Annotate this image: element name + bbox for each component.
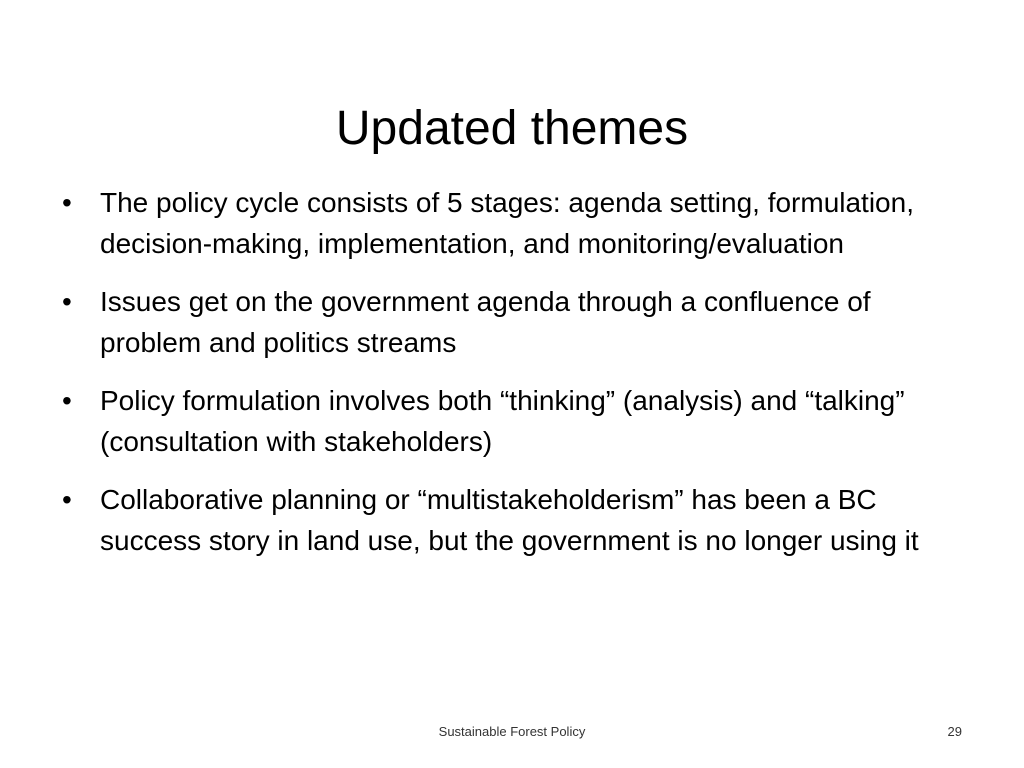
- slide-title: Updated themes: [335, 102, 689, 156]
- bullet-item-policy-cycle: [62, 182, 962, 264]
- bullet-marker: •: [62, 484, 72, 515]
- bullet-marker: •: [62, 187, 72, 218]
- bullet-text: Policy formulation involves both “thinking” (analysis) and “talking” (consultation with stakeholders): [100, 385, 905, 457]
- bullet-text: The policy cycle consists of 5 stages: agenda setting, formulation, decision-making, implementation, and monitoring/evaluation: [100, 187, 914, 259]
- bullet-list: [62, 182, 962, 578]
- page-number: 29: [947, 724, 962, 739]
- bullet-marker: •: [62, 385, 72, 416]
- bullet-text: Collaborative planning or “multistakeholderism” has been a BC success story in land use, but the government is no longer using it: [100, 484, 919, 556]
- bullet-item-agenda: [62, 281, 962, 363]
- bullet-text: Issues get on the government agenda through a confluence of problem and politics streams: [100, 286, 871, 358]
- bullet-item-formulation: [62, 380, 962, 462]
- bullet-item-collaborative-planning: [62, 479, 962, 561]
- bullet-marker: •: [62, 286, 72, 317]
- slide-footer: Sustainable Forest Policy: [438, 724, 586, 739]
